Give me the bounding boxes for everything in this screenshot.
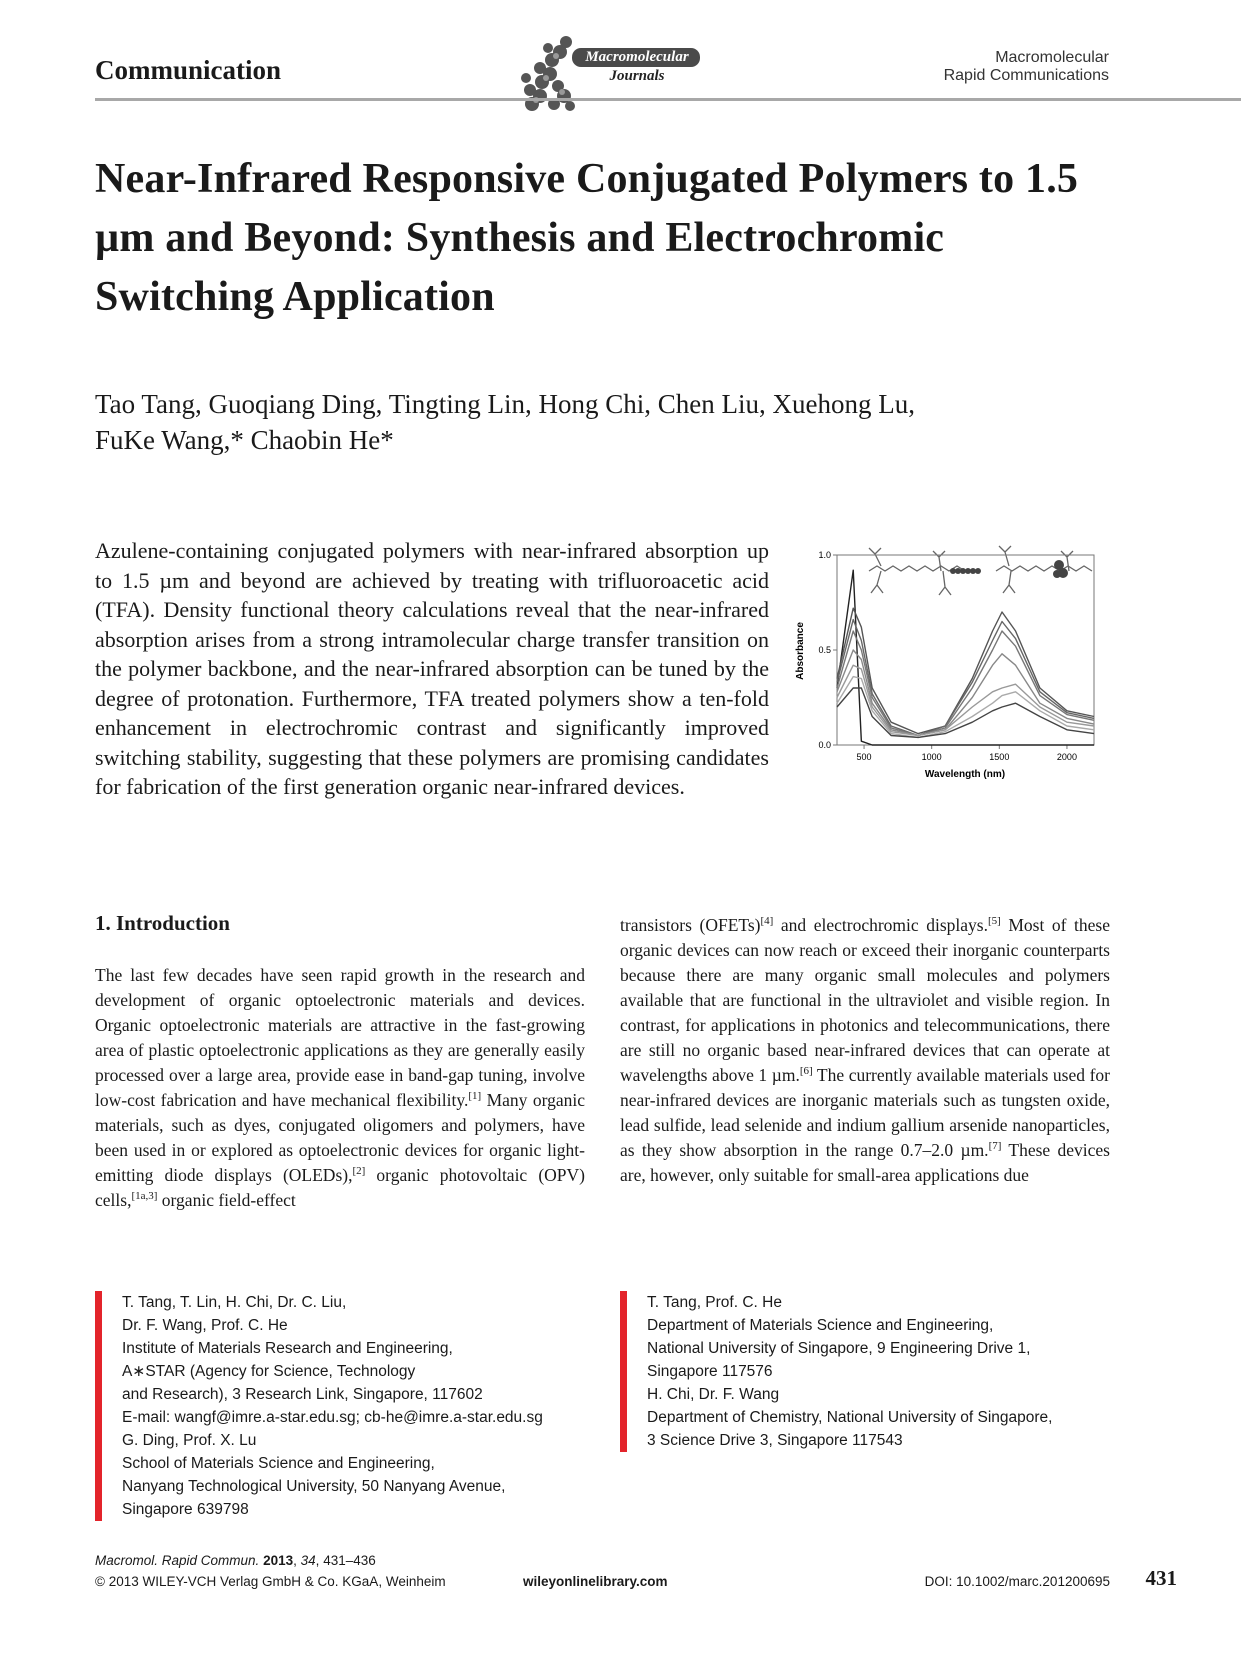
footer-copyright: © 2013 WILEY-VCH Verlag GmbH & Co. KGaA, Weinheim (95, 1574, 446, 1589)
logo-line1: Macromolecular (585, 49, 689, 65)
x-tick-label: 1000 (921, 752, 942, 762)
series-line-3 (837, 620, 1094, 736)
y-axis-label: Absorbance (795, 622, 806, 680)
affiliation-line: A∗STAR (Agency for Science, Technology (122, 1363, 416, 1380)
author-line-2: FuKe Wang,* Chaobin He* (95, 425, 394, 455)
author-list (95, 386, 1155, 458)
journal-logo (518, 34, 701, 118)
affiliation-line: T. Tang, T. Lin, H. Chi, Dr. C. Liu, (122, 1294, 347, 1311)
y-tick-label: 1.0 (818, 550, 831, 560)
citation-ref[interactable]: [2] (352, 1165, 366, 1178)
citation-ref[interactable]: [4] (760, 915, 774, 928)
affiliation-line: T. Tang, Prof. C. He (647, 1294, 782, 1311)
affiliation-line: Nanyang Technological University, 50 Nanyang Avenue, (122, 1478, 506, 1495)
intro-text: organic field-effect (157, 1190, 296, 1210)
citation-ref[interactable]: [1] (468, 1090, 482, 1103)
intro-text: Many organic materials, such as dyes, conjugated oligomers and polymers, have been used in or explored as optoelectronic devices for organic light-emitting diode displays (OLEDs), (95, 1090, 585, 1185)
header-rule (95, 98, 1241, 101)
affiliation-line: Singapore 117576 (647, 1363, 773, 1380)
logo-line2: Journals (609, 68, 665, 84)
intro-text: These devices are, however, only suitable for small-area applications due (620, 1140, 1110, 1185)
citation-ref[interactable]: [6] (799, 1065, 813, 1078)
intro-text: transistors (OFETs) (620, 915, 761, 935)
affiliation-line: National University of Singapore, 9 Engineering Drive 1, (647, 1340, 1031, 1357)
footer-journal: Macromol. Rapid Commun. (95, 1553, 260, 1568)
intro-text: Most of these organic devices can now reach or exceed their inorganic counterparts because there are many organic small molecules and polymers available that are functional in the ultraviolet and visible region. In contrast, for applications in photonics and telecommunications, there are still no organic based near-infrared devices that can operate at wavelengths above 1 µm. (620, 915, 1110, 1085)
affiliation-line: G. Ding, Prof. X. Lu (122, 1432, 257, 1449)
affiliation-line: 3 Science Drive 3, Singapore 117543 (647, 1432, 903, 1449)
x-tick-label: 1500 (989, 752, 1010, 762)
affiliation-line: Department of Chemistry, National University of Singapore, (647, 1409, 1053, 1426)
section-heading-introduction: 1. Introduction (95, 911, 230, 935)
y-tick-label: 0.5 (818, 645, 831, 655)
intro-text: organic photovoltaic (OPV) cells, (95, 1165, 585, 1210)
x-tick-label: 500 (856, 752, 872, 762)
absorbance-chart (791, 541, 1111, 806)
intro-column-right (620, 913, 1110, 1188)
affiliation-email[interactable]: E-mail: wangf@imre.a-star.edu.sg; cb-he@imre.a-star.edu.sg (122, 1409, 543, 1426)
footer-pages: 431–436 (323, 1553, 376, 1568)
affiliations-right (620, 1291, 1052, 1452)
footer-site-link[interactable]: wileyonlinelibrary.com (523, 1574, 668, 1589)
x-tick-label: 2000 (1056, 752, 1077, 762)
affiliation-line: and Research), 3 Research Link, Singapore, 117602 (122, 1386, 483, 1403)
affiliation-line: Department of Materials Science and Engineering, (647, 1317, 994, 1334)
citation-ref[interactable]: [7] (988, 1140, 1002, 1153)
affiliations-left (95, 1291, 543, 1521)
affiliation-line: Institute of Materials Research and Engineering, (122, 1340, 453, 1357)
section-label: Communication (95, 55, 282, 85)
footer-year: 2013 (263, 1553, 294, 1568)
affiliation-line: School of Materials Science and Engineering, (122, 1455, 435, 1472)
intro-column-left (95, 963, 585, 1213)
affiliation-line: Singapore 639798 (122, 1501, 249, 1518)
footer-doi[interactable]: DOI: 10.1002/marc.201200695 (924, 1574, 1110, 1589)
journal-name (944, 49, 1109, 85)
intro-text: The currently available materials used for near-infrared devices are inorganic materials such as tungsten oxide, lead sulfide, lead selenide and indium gallium arsenide nanoparticles, as they show absorption in the range 0.7–2.0 µm. (620, 1065, 1110, 1160)
y-tick-label: 0.0 (818, 740, 831, 750)
footer-volume: 34 (300, 1553, 316, 1568)
article-title: Near-Infrared Responsive Conjugated Polymers to 1.5 µm and Beyond: Synthesis and Electrochromic Switching Application (95, 156, 1079, 320)
footer-citation: Macromol. Rapid Commun. 2013, 34, 431–436 (95, 1553, 376, 1568)
affiliation-line: Dr. F. Wang, Prof. C. He (122, 1317, 288, 1334)
citation-ref[interactable]: [5] (987, 915, 1001, 928)
x-axis-label: Wavelength (nm) (924, 769, 1006, 780)
intro-text: and electrochromic displays. (773, 915, 988, 935)
journal-name-line1: Macromolecular (995, 49, 1109, 66)
abstract (95, 536, 1111, 810)
citation-ref[interactable]: [1a,3] (131, 1190, 158, 1203)
author-line-1: Tao Tang, Guoqiang Ding, Tingting Lin, Hong Chi, Chen Liu, Xuehong Lu, (95, 389, 915, 419)
page-number: 431 (1145, 1566, 1177, 1590)
abstract-text: Azulene-containing conjugated polymers with near-infrared absorption up to 1.5 µm and beyond are achieved by treating with trifluoroacetic acid (TFA). Density functional theory calculations reveal that the near-infrared absorption arises from a strong intramolecular charge transfer transition on the polymer backbone, and the near-infrared absorption can be tuned by the degree of protonation. Furthermore, TFA treated polymers show a ten-fold enhancement in electrochromic contrast and significantly improved switching stability, suggesting that these polymers are promising candidates for fabrication of the first generation organic near-infrared devices. (95, 538, 769, 799)
intro-text: The last few decades have seen rapid growth in the research and development of organic optoelectronic materials and devices. Organic optoelectronic materials are attractive in the fast-growing area of plastic optoelectronic applications as they are generally easily processed over a large area, provide ease in band-gap tuning, involve low-cost fabrication and have mechanical flexibility. (95, 965, 585, 1110)
journal-name-line2: Rapid Communications (943, 67, 1109, 84)
affiliation-line: H. Chi, Dr. F. Wang (647, 1386, 780, 1403)
